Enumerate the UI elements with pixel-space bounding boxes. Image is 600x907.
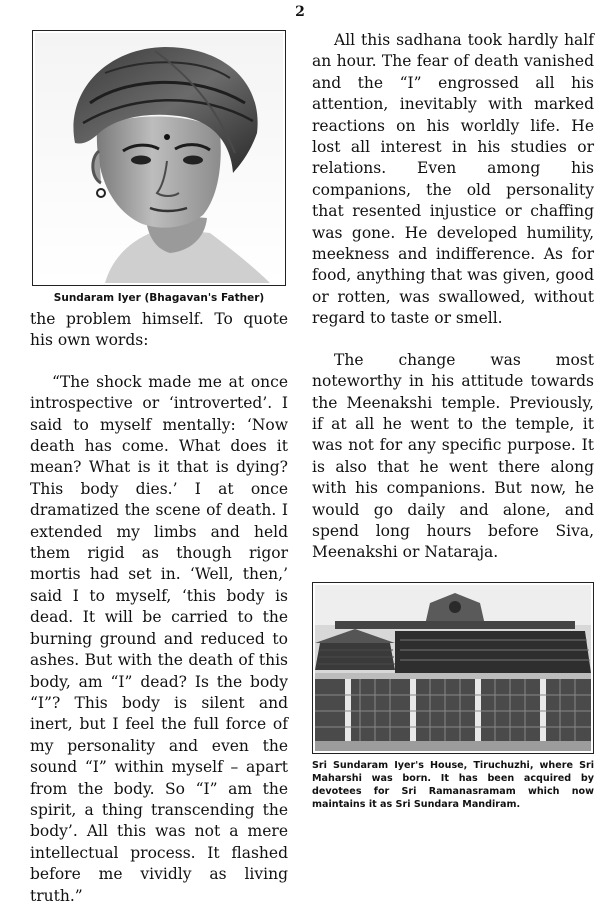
house-caption: Sri Sundaram Iyer's House, Tiruchuzhi, where Sri Maharshi was born. It has been acquired by devotees for Sri Ramanasramam which now maintains it as Sri Sundara Mandiram. (312, 759, 594, 810)
page-number: 2 (295, 4, 305, 20)
house-image (315, 585, 591, 751)
paragraph-sadhana: All this sadhana took hardly half an hour. The fear of death vanished and the “I” engrossed all his attention, inevitably with marked reactions on his worldly life. He lost all interest in his studies or relations. Even among his companions, the old personality that resented injustice or chaffing was gone. He developed humility, meekness and indifference. As for food, anything that was given, good or rotten, was swallowed, without regard to taste or smell. (312, 31, 594, 328)
portrait-photo (32, 30, 286, 286)
paragraph-quote: “The shock made me at once introspective or ‘introverted’. I said to myself mentally: ‘Now death has come. What does it mean? What is it that is dying? This body dies.’ I at once dramatized the scene of death. I extended my limbs and held them rigid as though rigor mortis had set in. ‘Well, then,’ said I to myself, ‘this body is dead. It will be carried to the burning ground and reduced to ashes. But with the death of this body, am “I” dead? Is the body “I”? This body is silent and inert, but I feel the full force of my personality and even the sound “I” within myself – apart from the body. So “I” am the spirit, a thing transcending the body’. All this was not a mere intellectual process. It flashed before me vividly as living truth.” (30, 372, 288, 905)
portrait-caption: Sundaram Iyer (Bhagavan's Father) (53, 292, 265, 304)
left-column (30, 30, 288, 907)
house-photo (312, 582, 594, 754)
right-column (312, 30, 594, 811)
paragraph-intro: the problem himself. To quote his own words: (30, 310, 288, 350)
portrait-image (35, 33, 283, 283)
paragraph-temple: The change was most noteworthy in his attitude towards the Meenakshi temple. Previously, if at all he went to the temple, it was not for any specific purpose. It is also that he went there along with his companions. But now, he would go daily and alone, and spend long hours before Siva, Meenakshi or Nataraja. (312, 350, 594, 562)
